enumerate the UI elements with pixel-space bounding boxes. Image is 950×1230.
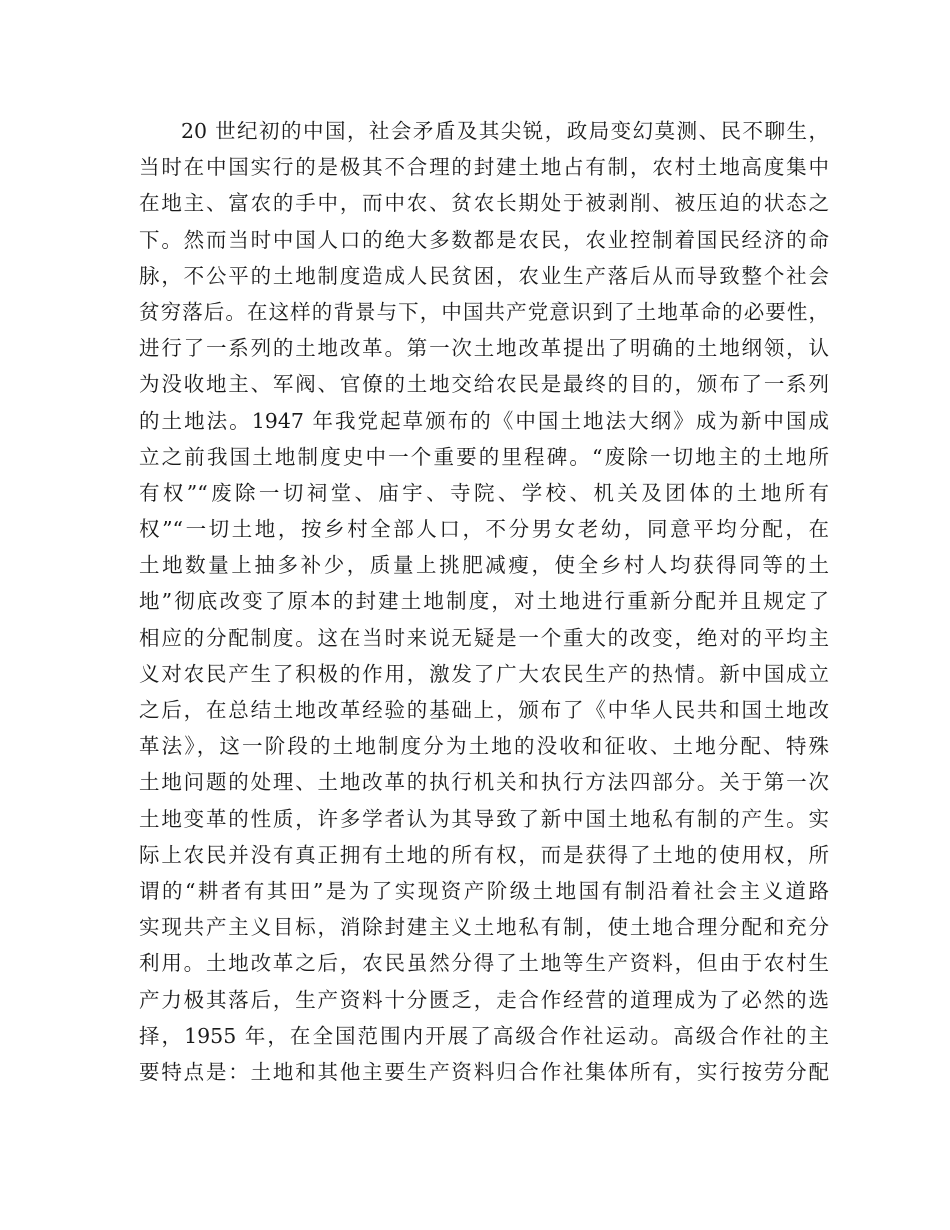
paragraph-line: 贫穷落后。在这样的背景与下，中国共产党意识到了土地革命的必要性， [139, 299, 829, 324]
paragraph-line: 脉，不公平的土地制度造成人民贫困，农业生产落后从而导致整个社会 [139, 263, 829, 288]
paragraph-line: 际上农民并没有真正拥有土地的所有权，而是获得了土地的使用权，所 [139, 842, 829, 867]
paragraph-line: 下。然而当时中国人口的绝大多数都是农民，农业控制着国民经济的命 [139, 227, 829, 252]
paragraph-line: 义对农民产生了积极的作用，激发了广大农民生产的热情。新中国成立 [139, 661, 829, 686]
paragraph-line: 产力极其落后，生产资料十分匮乏，走合作经营的道理成为了必然的选 [139, 987, 829, 1012]
paragraph-line: 的土地法。1947 年我党起草颁布的《中国土地法大纲》成为新中国成 [139, 408, 829, 433]
paragraph-line: 相应的分配制度。这在当时来说无疑是一个重大的改变，绝对的平均主 [139, 625, 829, 650]
paragraph-line: 择，1955 年，在全国范围内开展了高级合作社运动。高级合作社的主 [139, 1023, 829, 1048]
paragraph-line: 有权”“废除一切祠堂、庙宇、寺院、学校、机关及团体的土地所有 [139, 480, 829, 505]
paragraph-line: 利用。土地改革之后，农民虽然分得了土地等生产资料，但由于农村生 [139, 951, 829, 976]
paragraph-line: 20 世纪初的中国，社会矛盾及其尖锐，政局变幻莫测、民不聊生， [181, 119, 829, 143]
paragraph-line: 权”“一切土地，按乡村全部人口，不分男女老幼，同意平均分配，在 [139, 517, 829, 542]
paragraph-line: 土地问题的处理、土地改革的执行机关和执行方法四部分。关于第一次 [139, 770, 829, 795]
paragraph-line: 为没收地主、军阀、官僚的土地交给农民是最终的目的，颁布了一系列 [139, 372, 829, 397]
paragraph-line: 之后，在总结土地改革经验的基础上，颁布了《中华人民共和国土地改 [139, 698, 829, 722]
paragraph-line: 实现共产主义目标，消除封建主义土地私有制，使土地合理分配和充分 [139, 915, 829, 940]
paragraph-line: 进行了一系列的土地改革。第一次土地改革提出了明确的土地纲领，认 [139, 336, 829, 361]
paragraph-line: 要特点是：土地和其他主要生产资料归合作社集体所有，实行按劳分配 [139, 1059, 829, 1084]
body-paragraph [139, 113, 829, 1090]
paragraph-line: 立之前我国土地制度史中一个重要的里程碑。“废除一切地主的土地所 [139, 444, 829, 469]
paragraph-line: 谓的“耕者有其田”是为了实现资产阶级土地国有制沿着社会主义道路 [139, 878, 829, 903]
paragraph-line: 在地主、富农的手中，而中农、贫农长期处于被剥削、被压迫的状态之 [139, 191, 829, 216]
paragraph-line: 土地数量上抽多补少，质量上挑肥减瘦，使全乡村人均获得同等的土 [139, 553, 829, 578]
paragraph-line: 地”彻底改变了原本的封建土地制度，对土地进行重新分配并且规定了 [139, 589, 829, 614]
paragraph-line: 革法》，这一阶段的土地制度分为土地的没收和征收、土地分配、特殊 [139, 734, 829, 759]
paragraph-line: 当时在中国实行的是极其不合理的封建土地占有制，农村土地高度集中 [139, 155, 829, 180]
paragraph-line: 土地变革的性质，许多学者认为其导致了新中国土地私有制的产生。实 [139, 806, 829, 831]
